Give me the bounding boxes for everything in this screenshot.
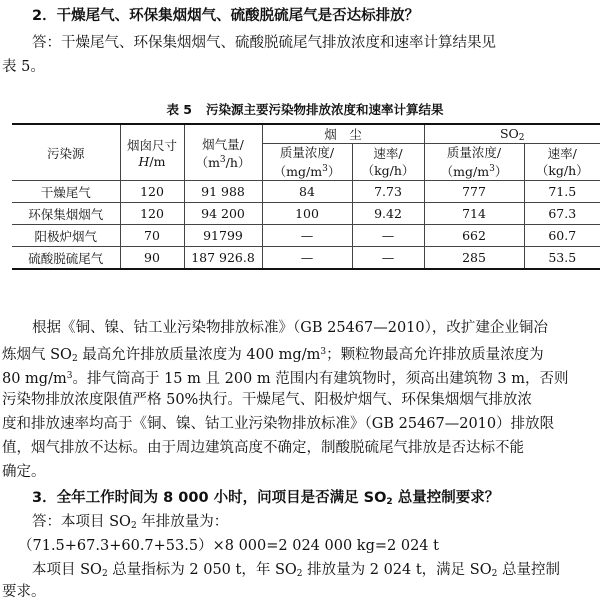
cell-height: 120 bbox=[120, 203, 184, 225]
cell-so2-concentration: 777 bbox=[424, 181, 524, 203]
cell-flow: 187 926.8 bbox=[184, 247, 262, 270]
cell-so2-rate: 60.7 bbox=[524, 225, 600, 247]
cell-flow: 91 988 bbox=[184, 181, 262, 203]
cell-height: 120 bbox=[120, 181, 184, 203]
question-3-title: 3．全年工作时间为 8 000 小时，问项目是否满足 $SO_2$ 总量控制要求？ bbox=[32, 490, 500, 507]
paragraph-line-3: 80 $mg/m^3$。排气筒高于 15 m 且 200 m 范围内有建筑物时，须高出建筑物 3 m，否则 bbox=[2, 371, 569, 387]
cell-dust-concentration: — bbox=[262, 225, 352, 247]
header-flue-gas-flow: 烟气量/ $(m^3/h)$ bbox=[184, 124, 262, 181]
cell-height: 90 bbox=[120, 247, 184, 270]
cell-dust-concentration: — bbox=[262, 247, 352, 270]
paragraph-line-6: 值，烟气排放不达标。由于周边建筑高度不确定，制酸脱硫尾气排放是否达标不能 bbox=[2, 440, 524, 456]
cell-source: 阳极炉烟气 bbox=[12, 225, 120, 247]
header-so2-concentration: 质量浓度/ $(mg/m^3)$ bbox=[424, 144, 524, 181]
cell-so2-rate: 53.5 bbox=[524, 247, 600, 270]
paragraph-line-1: 根据《铜、镍、钴工业污染物排放标准》（GB 25467—2010），改扩建企业铜冶 bbox=[32, 320, 548, 336]
table-row bbox=[12, 181, 600, 203]
cell-flow: 94 200 bbox=[184, 203, 262, 225]
cell-so2-concentration: 285 bbox=[424, 247, 524, 270]
cell-height: 70 bbox=[120, 225, 184, 247]
table-number: 表 5 bbox=[166, 102, 193, 117]
header-so2: $SO_2$ bbox=[424, 124, 600, 144]
table-row bbox=[12, 203, 600, 225]
header-so2-rate: 速率/ （kg/h） bbox=[524, 144, 600, 181]
cell-flow: 91799 bbox=[184, 225, 262, 247]
table-title: 污染源主要污染物排放浓度和速率计算结果 bbox=[206, 102, 444, 117]
cell-dust-rate: — bbox=[352, 247, 424, 270]
cell-dust-rate: 7.73 bbox=[352, 181, 424, 203]
question-3-conclusion-line-1: 本项目 $SO_2$ 总量指标为 2 050 t，年 $SO_2$ 排放量为 2 024 t，满足 $SO_2$ 总量控制 bbox=[32, 562, 560, 579]
cell-dust-concentration: 84 bbox=[262, 181, 352, 203]
header-dust: 烟 尘 bbox=[262, 124, 424, 144]
paragraph-line-2: 炼烟气 $SO_2$ 最高允许排放质量浓度为 400 $mg/m^3$；颗粒物最高允许排放质量浓度为 bbox=[2, 347, 544, 364]
cell-source: 硫酸脱硫尾气 bbox=[12, 247, 120, 270]
cell-dust-concentration: 100 bbox=[262, 203, 352, 225]
paragraph-line-5: 度和排放速率均高于《铜、镍、钴工业污染物排放标准》（GB 25467—2010）排放限 bbox=[2, 416, 555, 432]
table-row bbox=[12, 247, 600, 270]
cell-so2-rate: 71.5 bbox=[524, 181, 600, 203]
cell-so2-concentration: 662 bbox=[424, 225, 524, 247]
header-chimney-height: 烟囱尺寸 H/m bbox=[120, 124, 184, 181]
header-dust-concentration: 质量浓度/ $(mg/m^3)$ bbox=[262, 144, 352, 181]
cell-so2-rate: 67.3 bbox=[524, 203, 600, 225]
cell-so2-concentration: 714 bbox=[424, 203, 524, 225]
cell-source: 干燥尾气 bbox=[12, 181, 120, 203]
question-2-title: 2．干燥尾气、环保集烟烟气、硫酸脱硫尾气是否达标排放？ bbox=[32, 8, 420, 24]
question-2-answer-line-2: 表 5。 bbox=[2, 59, 45, 75]
paragraph-line-7: 确定。 bbox=[2, 464, 46, 480]
question-3-answer: 答：本项目 $SO_2$ 年排放量为： bbox=[32, 514, 229, 531]
table-header-row bbox=[12, 124, 600, 144]
question-3-calculation: （71.5+67.3+60.7+53.5）×8 000=2 024 000 kg=2 024 t bbox=[18, 538, 439, 554]
header-source: 污染源 bbox=[12, 124, 120, 181]
question-3-conclusion-line-2: 要求。 bbox=[2, 584, 46, 600]
paragraph-line-4: 污染物排放浓度限值严格 50%执行。干燥尾气、阳极炉烟气、环保集烟烟气排放浓 bbox=[2, 392, 532, 408]
header-dust-rate: 速率/ （kg/h） bbox=[352, 144, 424, 181]
table-caption bbox=[0, 100, 610, 118]
cell-dust-rate: — bbox=[352, 225, 424, 247]
question-2-answer-line-1: 答：干燥尾气、环保集烟烟气、硫酸脱硫尾气排放浓度和速率计算结果见 bbox=[32, 35, 496, 51]
emission-table bbox=[12, 123, 600, 270]
table-row bbox=[12, 225, 600, 247]
cell-dust-rate: 9.42 bbox=[352, 203, 424, 225]
cell-source: 环保集烟烟气 bbox=[12, 203, 120, 225]
